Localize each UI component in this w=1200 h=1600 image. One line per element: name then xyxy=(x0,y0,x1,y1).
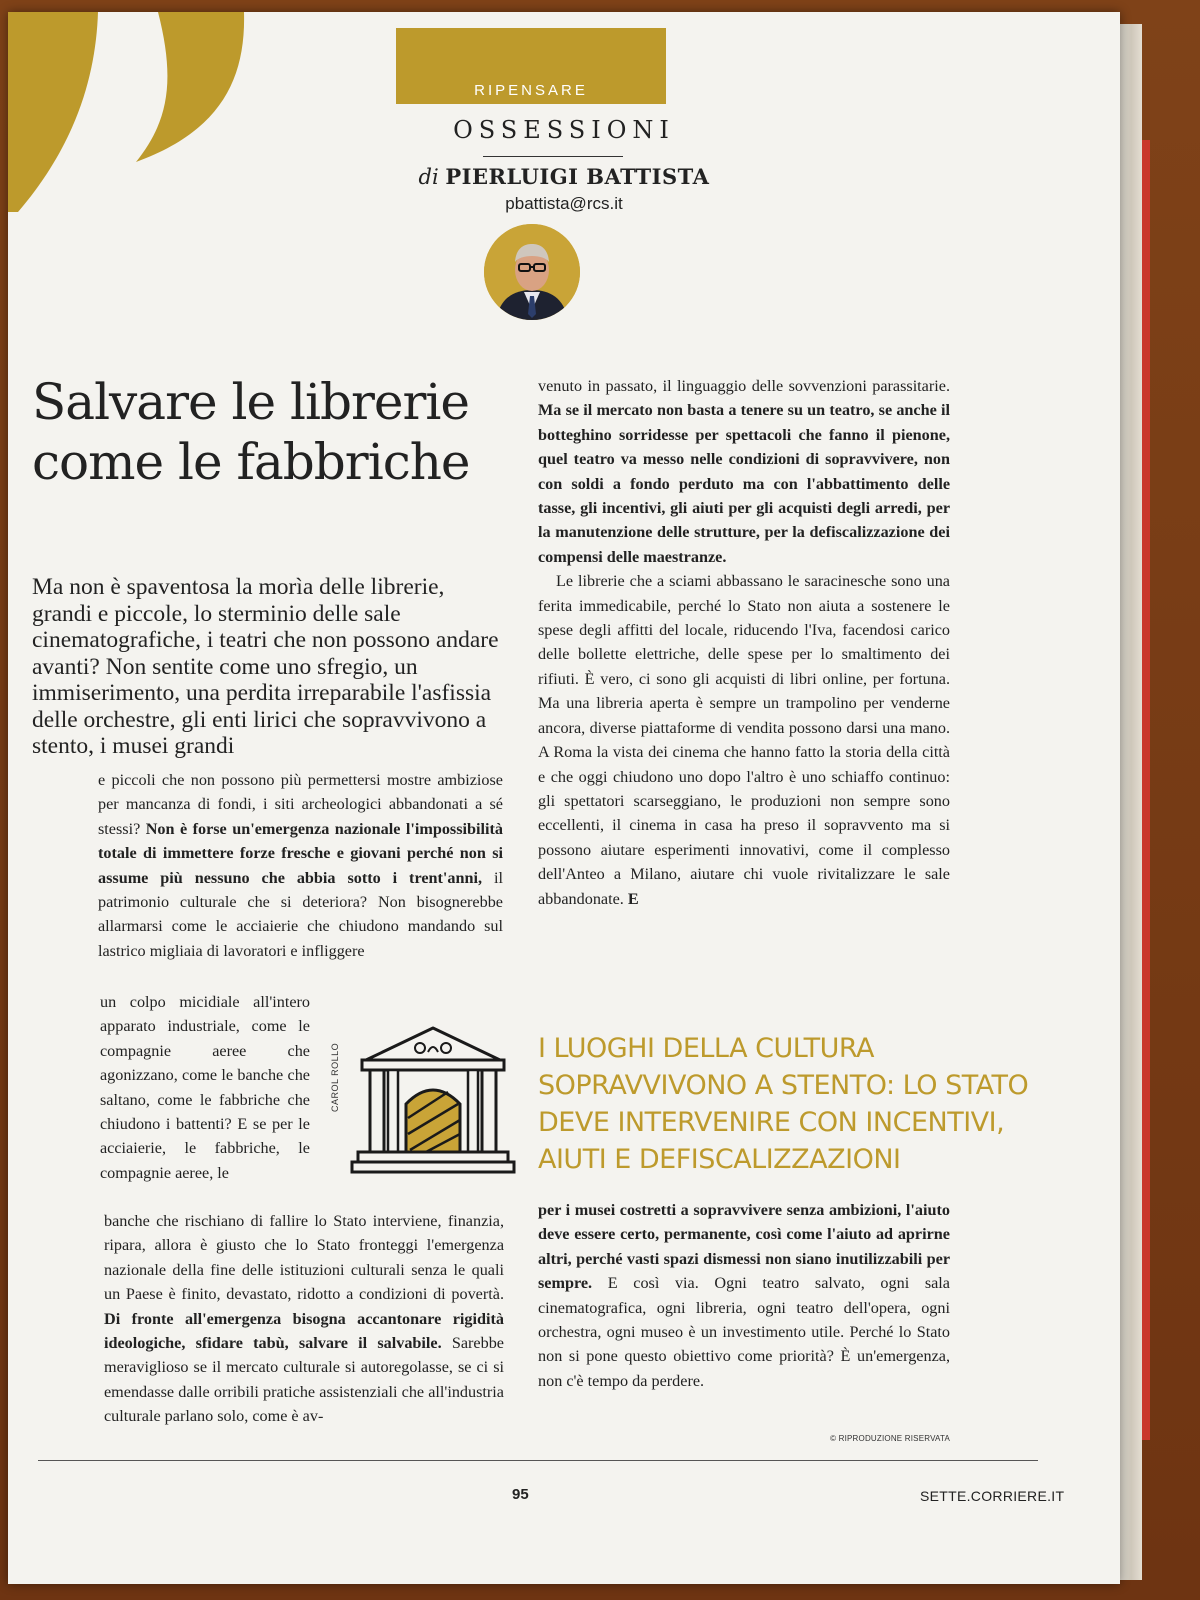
body-text: e piccoli che non possono più permettersi mostre ambiziose per mancanza di fondi, i siti archeologici abbandonati a sé stessi? xyxy=(98,771,503,838)
body-bold-text: per i musei costretti a sopravvivere senza ambizioni, l'aiuto deve essere certo, permanente, così come l'aiuto ad aprirne altri, perché vasti spazi dismessi non siano inutilizzabili per sempre. xyxy=(538,1201,950,1293)
headline: Salvare le librerie come le fabbriche xyxy=(32,373,470,491)
copyright-notice: © RIPRODUZIONE RISERVATA xyxy=(830,1434,950,1443)
author-avatar xyxy=(484,224,580,320)
section-label: RIPENSARE xyxy=(474,82,588,99)
body-column-right-bottom xyxy=(538,1198,950,1393)
body-bold-text: Ma se il mercato non basta a tenere su un teatro, se anche il botteghino sorridesse per spettacoli che fanno il pienone, quel teatro va messo nelle condizioni di sopravvivere, non con soldi a fondo perduto ma con l'abbattimento delle tasse, gli incentivi, gli aiuti per gli acquisti degli arredi, per la manutenzione delle strutture, per la defiscalizzazione dei compensi delle maestranze. xyxy=(538,401,950,566)
body-bold-text: Di fronte all'emergenza bisogna accantonare rigidità ideologiche, sfidare tabù, salvare il salvabile. xyxy=(104,1309,504,1353)
body-text: E così via. Ogni teatro salvato, ogni sala cinematografica, ogni libreria, ogni teatro dell'opera, ogni orchestra, ogni museo è un investimento utile. Perché lo Stato non si pone questo obiettivo come priorità? È un'emergenza, non c'è tempo da perdere. xyxy=(538,1274,950,1390)
rubric-title: OSSESSIONI xyxy=(453,116,675,144)
illustration-credit: CAROL ROLLO xyxy=(330,1042,340,1112)
author-name: PIERLUIGI BATTISTA xyxy=(445,164,710,189)
body-text: venuto in passato, il linguaggio delle sovvenzioni parassitarie. xyxy=(538,377,950,395)
body-text: Le librerie che a sciami abbassano le saracinesche sono una ferita immedicabile, perché lo Stato non aiuta a sostenere le spese degli affitti del locale, riducendo l'Iva, facendosi carico delle bollette elettriche, delle spese per lo smaltimento dei rifiuti. È vero, ci sono gli acquisti di libri online, per fortuna. Ma una libreria aperta è sempre un trampolino per venderne ancora, diverse piattaforme di vendita possono darsi una mano. A Roma la vista dei cinema che hanno fatto la storia della città e che oggi chiudono uno dopo l'altro è uno schiaffo continuo: gli spettatori scarseggiano, le produzioni non sempre sono eccellenti, il cinema in casa ha preso il sopravvento ma si possono aiutare esperimenti innovativi, come il complesso dell'Anteo a Milano, aiutare chi vuole rivitalizzare le sale abbandonate. xyxy=(538,572,950,908)
byline xyxy=(8,164,1120,189)
body-text: Sarebbe meraviglioso se il mercato culturale si autoregolasse, se ci si emendasse dalle orribili pratiche assistenziali che all'industria culturale parlano solo, come è av- xyxy=(104,1334,504,1426)
pull-quote: I LUOGHI DELLA CULTURA SOPRAVVIVONO A STENTO: LO STATO DEVE INTERVENIRE CON INCENTIVI, AIUTI E DEFISCALIZZAZIONI xyxy=(538,1033,1029,1175)
author-portrait-icon xyxy=(484,224,580,320)
byline-prefix: di xyxy=(418,165,439,189)
lead-paragraph: Ma non è spaventosa la morìa delle librerie, grandi e piccole, lo sterminio delle sale cinematografiche, i teatri che non possono andare avanti? Non sentite come uno sfregio, un immiserimento, una perdita irreparabile l'asfissia delle orchestre, gli enti lirici che sopravvivono a stento, i musei grandi xyxy=(32,574,499,759)
author-email: pbattista@rcs.it xyxy=(505,194,623,213)
body-text: banche che rischiano di fallire lo Stato interviene, finanzia, ripara, allora è giusto che lo Stato fronteggi l'emergenza nazionale della fine delle istituzioni culturali senza le quali un Paese è finito, devastato, ridotto a condizioni di povertà. xyxy=(104,1212,504,1304)
body-paragraph xyxy=(538,569,950,911)
site-url: SETTE.CORRIERE.IT xyxy=(920,1488,1065,1504)
body-column-right-top xyxy=(538,374,950,911)
body-paragraph: un colpo micidiale all'intero apparato industriale, come le compagnie aeree che agonizzano, come le banche che saltano, come le fabbriche che chiudono i battenti? E se per le acciaierie, le fabbriche, le compagnie aeree, le xyxy=(100,993,310,1182)
body-paragraph xyxy=(104,1209,504,1429)
body-paragraph xyxy=(538,1198,950,1393)
footer-divider xyxy=(38,1460,1038,1461)
body-paragraph xyxy=(538,374,950,569)
rubric-divider xyxy=(483,156,623,157)
body-column-left-top xyxy=(98,768,503,963)
body-text: il patrimonio culturale che si deteriora? Non bisognerebbe allarmarsi come le acciaierie che chiudono mandando sul lastrico migliaia di lavoratori e infliggere xyxy=(98,868,503,960)
section-kicker xyxy=(396,28,666,104)
body-bold-text: E xyxy=(627,889,639,908)
body-bold-text: Non è forse un'emergenza nazionale l'impossibilità totale di immettere forze fresche e giovani perché non si assume più nessuno che abbia sotto i trent'anni, xyxy=(98,819,503,887)
body-paragraph xyxy=(98,768,503,963)
magazine-page xyxy=(8,12,1120,1584)
red-edge-strip xyxy=(1142,140,1150,1440)
body-column-left-bottom xyxy=(104,1209,504,1429)
page-number: 95 xyxy=(512,1486,529,1503)
temple-illustration-icon xyxy=(348,1018,518,1178)
body-column-left-wrap xyxy=(100,990,310,1185)
